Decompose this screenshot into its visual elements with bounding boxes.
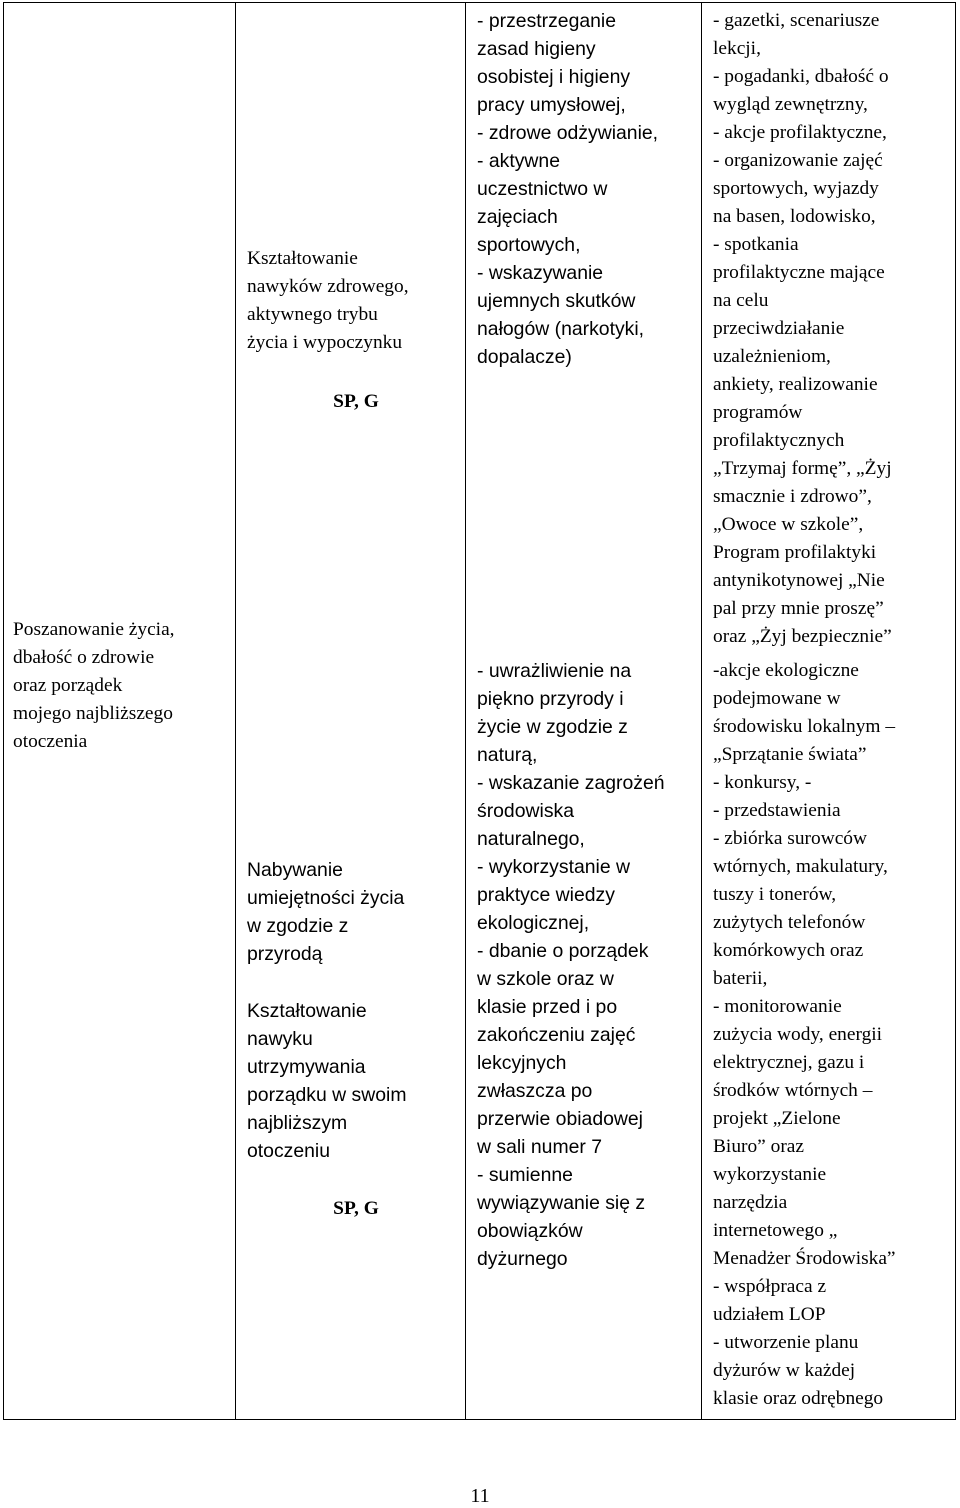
tasks-health-cell: - przestrzeganie zasad higieny osobistej i higieny pracy umysłowej, - zdrowe odżywianie, - aktywne uczestnictwo w zajęciach sportowych, - wskazywanie ujemnych skutków nałogów (narkotyki, dopalacze) [477,10,659,368]
goal-health-level: SP, G [333,391,379,412]
forms-health-cell: - gazetki, scenariusze lekcji, - pogadanki, dbałość o wygląd zewnętrzny, - akcje profilaktyczne, - organizowanie zajęć sportowych, wyjazdy na basen, lodowisko, - spotkania profilaktyczne mające na celu przeciwdziałanie uzależnieniom, ankiety, realizowanie programów profilaktycznych „Trzymaj formę”, „Żyj smacznie i zdrowo”, „Owoce w szkole”, Program profilaktyki antynikotynowej „Nie pal przy mnie proszę” oraz „Żyj bezpiecznie” [713,10,892,647]
tasks-ecology-cell: - uwrażliwienie na piękno przyrody i życie w zgodzie z naturą, - wskazanie zagrożeń środowiska naturalnego, - wykorzystanie w praktyce wiedzy ekologicznej, - dbanie o porządek w szkole oraz w klasie przed i po zakończeniu zajęć lekcyjnych zwłaszcza po przerwie obiadowej w sali numer 7 - sumienne wywiązywanie się z obowiązków dyżurnego [477,660,665,1270]
goal-order-cell: Kształtowanie nawyku utrzymywania porządku w swoim najbliższym otoczeniu [247,1000,407,1162]
goal-nature-cell: Nabywanie umiejętności życia w zgodzie z przyrodą [247,859,405,965]
area-cell: Poszanowanie życia, dbałość o zdrowie oraz porządek mojego najbliższego otoczenia [13,619,175,752]
page-number: 11 [470,1485,490,1507]
goal-health-cell: Kształtowanie nawyków zdrowego, aktywnego trybu życia i wypoczynku [247,248,409,353]
program-table [3,2,956,1420]
column-divider [465,3,466,1419]
goal-order-level: SP, G [333,1198,379,1219]
forms-ecology-cell: -akcje ekologiczne podejmowane w środowisku lokalnym – „Sprzątanie świata” - konkursy, - - przedstawienia - zbiórka surowców wtórnych, makulatury, tuszy i tonerów, zużytych telefonów komórkowych oraz baterii, - monitorowanie zużycia wody, energii elektrycznej, gazu i środków wtórnych – projekt „Zielone Biuro” oraz wykorzystanie narzędzia internetowego „ Menadżer Środowiska” - współpraca z udziałem LOP - utworzenie planu dyżurów w każdej klasie oraz odrębnego [713,660,896,1409]
